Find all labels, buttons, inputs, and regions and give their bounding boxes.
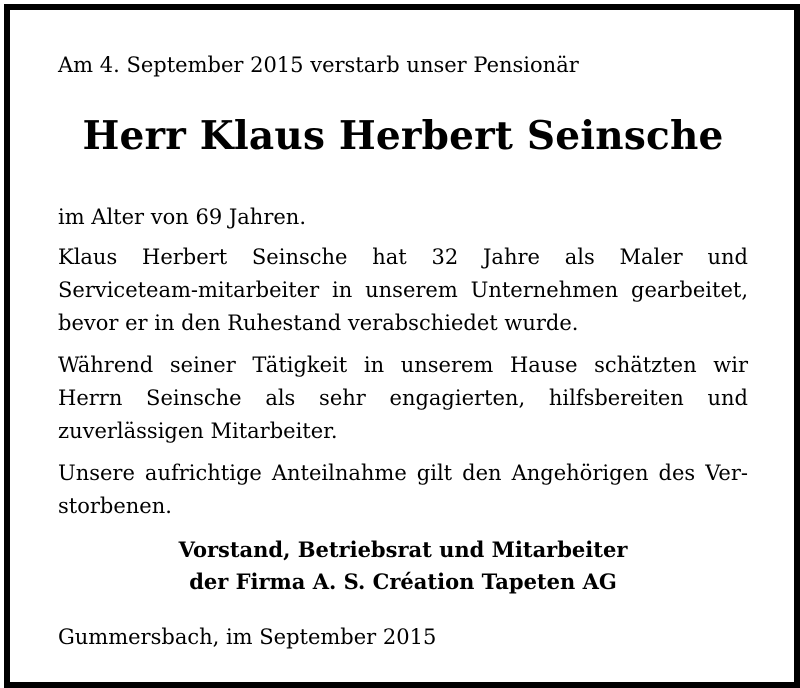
obituary-notice xyxy=(4,4,800,688)
signature-line-2: der Firma A. S. Création Tapeten AG xyxy=(189,569,617,594)
sympathy-paragraph: Unsere aufrichtige Anteilnahme gilt den Angehörigen des Ver-storbenen. xyxy=(58,461,748,518)
age-paragraph: im Alter von 69 Jahren. xyxy=(58,205,307,229)
signature-block xyxy=(58,534,748,598)
intro-line: Am 4. September 2015 verstarb unser Pensionär xyxy=(58,53,579,77)
work-paragraph: Während seiner Tätigkeit in unserem Hause schätzten wir Herrn Seinsche als sehr engagierten, hilfsbereiten und zuverlässigen Mitarbeiter. xyxy=(58,353,748,443)
career-paragraph: Klaus Herbert Seinsche hat 32 Jahre als Maler und Serviceteam-mitarbeiter in unserem Unternehmen gearbeitet, bevor er in den Ruhestand verabschiedet wurde. xyxy=(58,245,748,335)
signature-line-1: Vorstand, Betriebsrat und Mitarbeiter xyxy=(178,537,628,562)
deceased-name: Herr Klaus Herbert Seinsche xyxy=(82,113,724,159)
place-date: Gummersbach, im September 2015 xyxy=(58,625,437,649)
